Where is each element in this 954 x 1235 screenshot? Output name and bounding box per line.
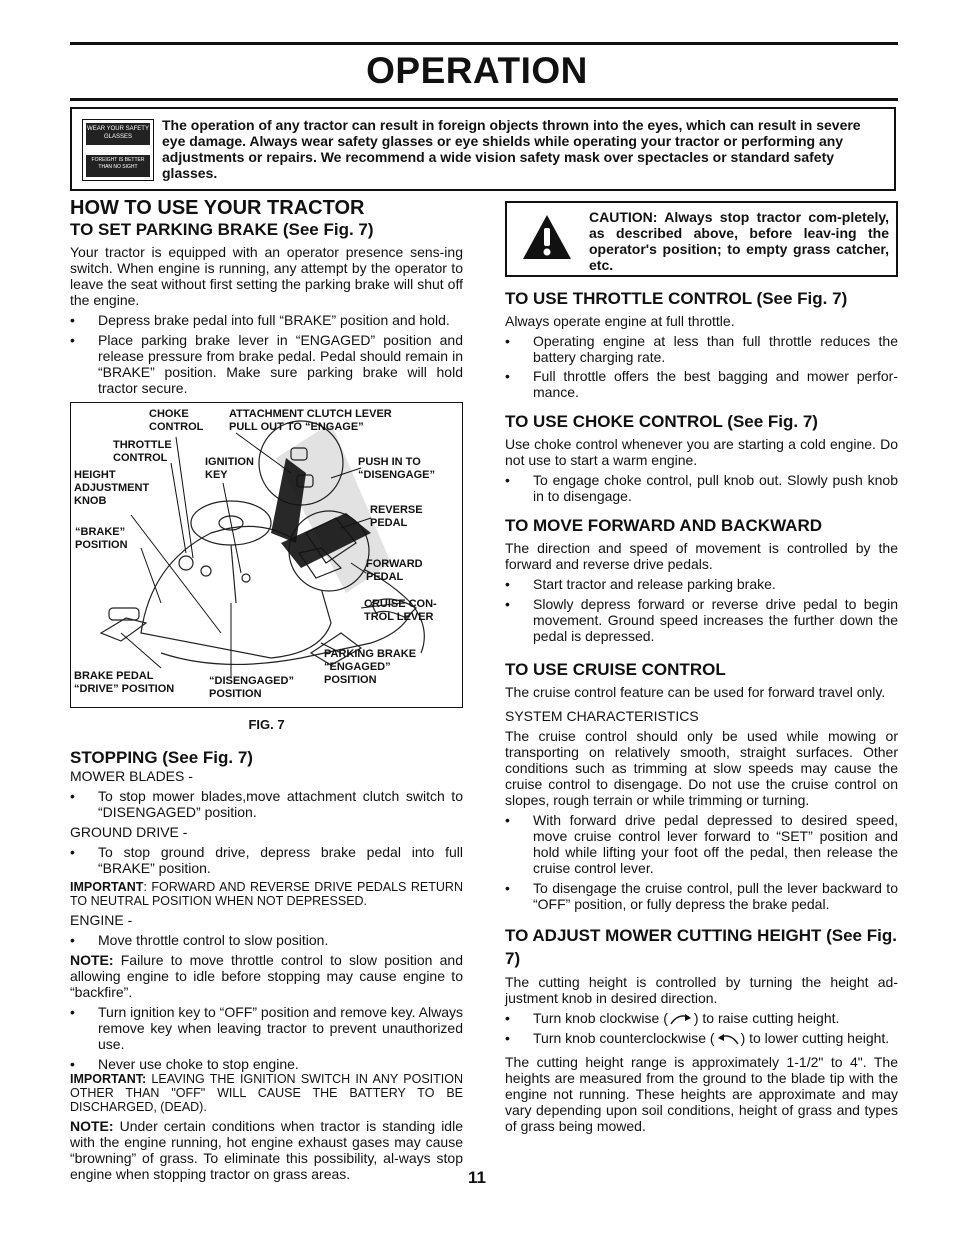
choke-intro: Use choke control whenever you are starting a cold engine. Do not use to start a warm engine. [505, 436, 898, 468]
cruise-intro: The cruise control feature can be used for forward travel only. [505, 684, 886, 700]
safety-icon-bottom-text: FOREIGHT IS BETTER THAN NO SIGHT [86, 155, 150, 177]
list-item: • To stop mower blades,move attachment clutch switch to “DISENGAGED” position. [70, 788, 463, 820]
label-brake-position: “BRAKE” POSITION [75, 526, 128, 551]
important-text: LEAVING THE IGNITION SWITCH IN ANY POSITION OTHER THAN "OFF" WILL CAUSE THE BATTERY TO BE DISCHARGED, (DEAD). [70, 1072, 463, 1114]
safety-notice-text: The operation of any tractor can result in foreign objects thrown into the eyes, which can result in severe eye damage. Always wear safety glasses or eye shields while operating your tractor or performing any adjustments or repairs. We recommend a wide vision safety mask over spectacles or standard safety glasses. [162, 117, 861, 181]
blades-label: MOWER BLADES - [70, 768, 193, 784]
forward-backward-title: TO MOVE FORWARD AND BACKWARD [505, 516, 823, 535]
list-item [505, 1030, 898, 1046]
list-item: • To disengage the cruise control, pull the lever backward to “OFF” position, or fully depress the brake pedal. [505, 880, 898, 912]
important-label: IMPORTANT [70, 880, 144, 894]
label-push-in: PUSH IN TO “DISENGAGE” [358, 456, 436, 481]
list-item: • Operating engine at less than full throttle reduces the battery charging rate. [505, 333, 898, 365]
label-ignition-key: IGNITION KEY [205, 456, 254, 481]
figure-caption: FIG. 7 [248, 717, 285, 732]
forward-intro: The direction and speed of movement is controlled by the forward and reverse drive pedals. [505, 540, 898, 572]
cutting-height-intro: The cutting height is controlled by turning the height ad-justment knob in desired direction. [505, 974, 898, 1006]
caution-box [505, 201, 898, 277]
throttle-title: TO USE THROTTLE CONTROL (See Fig. 7) [505, 289, 848, 308]
bullet-text: ) to lower cutting height. [740, 1030, 890, 1046]
page-number: 11 [468, 1168, 486, 1187]
list-item: • Start tractor and release parking brake. [505, 576, 898, 592]
label-brake-drive: BRAKE PEDAL “DRIVE” POSITION [74, 670, 175, 695]
choke-title: TO USE CHOKE CONTROL (See Fig. 7) [505, 412, 818, 431]
ground-drive-label: GROUND DRIVE - [70, 824, 188, 840]
figure-7 [70, 402, 463, 708]
bullet-text: Turn knob clockwise ( [533, 1010, 668, 1026]
note-text: Failure to move throttle control to slow position and allowing engine to idle before stopping may cause engine to “backfire”. [70, 952, 463, 1000]
label-attachment-clutch: ATTACHMENT CLUTCH LEVER PULL OUT TO “ENGAGE” [229, 408, 392, 433]
safety-notice [70, 107, 896, 191]
label-parking-brake: PARKING BRAKE “ENGAGED” POSITION [324, 648, 417, 686]
list-item: • With forward drive pedal depressed to desired speed, move cruise control lever forward to “SET” position and hold while lifting your foot off the pedal, then release the cruise control lever. [505, 812, 898, 876]
list-item: • Place parking brake lever in “ENGAGED” position and release pressure from brake pedal. Pedal should remain in “BRAKE” position. Make sure parking brake will hold tractor secure. [70, 332, 463, 396]
label-disengaged: “DISENGAGED” POSITION [209, 675, 294, 700]
list-item: • Never use choke to stop engine. [70, 1056, 463, 1072]
counterclockwise-arrow-icon [715, 1032, 741, 1046]
title-rule [70, 98, 898, 101]
list-item [505, 1010, 898, 1026]
bullet-text: ) to raise cutting height. [693, 1010, 840, 1026]
parking-brake-intro: Your tractor is equipped with an operator presence sens-ing switch. When engine is running, any attempt by the operator to leave the seat without first setting the parking brake will shut off the engine. [70, 244, 463, 308]
label-choke-control: CHOKE CONTROL [149, 408, 204, 433]
warning-triangle-icon [521, 213, 573, 263]
system-characteristics-label: SYSTEM CHARACTERISTICS [505, 708, 699, 724]
section-heading: HOW TO USE YOUR TRACTOR [70, 197, 365, 219]
right-column [505, 201, 898, 1134]
cutting-height-outro: The cutting height range is approximately 1-1/2" to 4". The heights are measured from the ground to the blade tip with the engine not running. These heights are approximate and may vary depending upon soil conditions, height of grass and types of grass being mowed. [505, 1054, 898, 1134]
caution-text: CAUTION: Always stop tractor com-pletely, as described above, before leav-ing the operator's position; to empty grass catcher, etc. [589, 209, 889, 273]
list-item: • To engage choke control, pull knob out. Slowly push knob in to disengage. [505, 472, 898, 504]
engine-label: ENGINE - [70, 912, 133, 928]
list-item: • Turn ignition key to “OFF” position and remove key. Always remove key when leaving tractor to prevent unauthorized use. [70, 1004, 463, 1052]
important-label: IMPORTANT: [70, 1072, 147, 1086]
clockwise-arrow-icon [668, 1012, 694, 1026]
important-note-2 [70, 1072, 463, 1114]
parking-brake-title: TO SET PARKING BRAKE (See Fig. 7) [70, 220, 374, 239]
system-characteristics-text: The cruise control should only be used while mowing or transporting on relatively smooth, straight surfaces. Other conditions such as trimming at slow speeds may cause the cruise control to disengage. Do not use the cruise control on slopes, rough terrain or while trimming or turning. [505, 728, 898, 808]
note-text: Under certain conditions when tractor is standing idle with the engine running, hot engine exhaust gases may cause “browning” of grass. To eliminate this possibility, al-ways stop engine when stopping tractor on grass areas. [70, 1118, 463, 1182]
page-title: OPERATION [366, 50, 588, 91]
safety-glasses-icon [82, 119, 154, 181]
parking-brake-list [70, 312, 463, 396]
list-item: • Move throttle control to slow position. [70, 932, 463, 948]
cruise-title: TO USE CRUISE CONTROL [505, 660, 726, 679]
top-rule [70, 42, 898, 45]
stopping-title: STOPPING (See Fig. 7) [70, 748, 253, 767]
list-item: • To stop ground drive, depress brake pedal into full “BRAKE” position. [70, 844, 463, 876]
cutting-height-title: TO ADJUST MOWER CUTTING HEIGHT (See Fig. 7) [505, 926, 897, 968]
safety-icon-top-text: WEAR YOUR SAFETY GLASSES [86, 123, 150, 145]
list-item: • Slowly depress forward or reverse drive pedal to begin movement. Ground speed increases the further down the pedal is depressed. [505, 596, 898, 644]
important-text: : FORWARD AND REVERSE DRIVE PEDALS RETURN TO NEUTRAL POSITION WHEN NOT DEPRESSED. [70, 880, 463, 908]
note-label: NOTE: [70, 952, 114, 968]
note-label: NOTE: [70, 1118, 114, 1134]
left-column [70, 196, 463, 1182]
bullet-text: Turn knob counterclockwise ( [533, 1030, 715, 1046]
list-item: • Depress brake pedal into full “BRAKE” position and hold. [70, 312, 463, 328]
note-1 [70, 952, 463, 1000]
throttle-intro: Always operate engine at full throttle. [505, 313, 735, 329]
important-note-1 [70, 880, 463, 908]
list-item: • Full throttle offers the best bagging and mower perfor-mance. [505, 368, 898, 400]
label-throttle-control: THROTTLE CONTROL [113, 439, 172, 464]
label-cruise-lever: CRUISE CON- TROL LEVER [364, 598, 437, 623]
label-forward-pedal: FORWARD PEDAL [366, 558, 423, 583]
label-height-knob: HEIGHT ADJUSTMENT KNOB [74, 469, 150, 507]
label-reverse-pedal: REVERSE PEDAL [370, 504, 423, 529]
